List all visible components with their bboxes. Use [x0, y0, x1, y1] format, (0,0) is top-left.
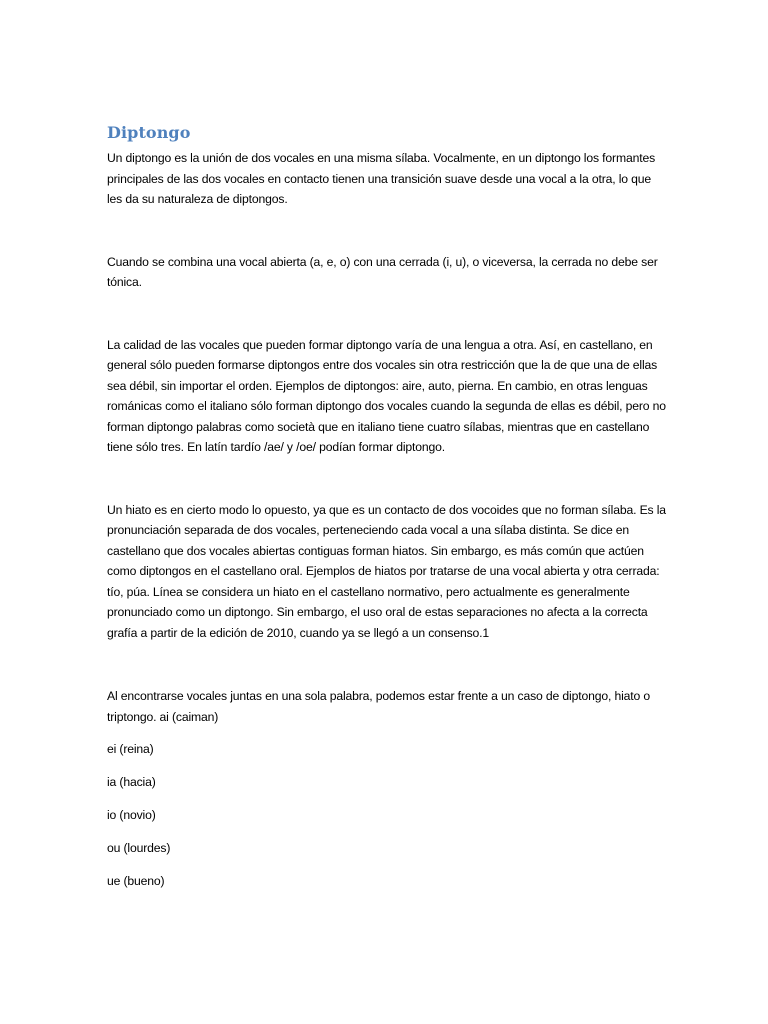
paragraph-hiato: Un hiato es en cierto modo lo opuesto, ya que es un contacto de dos vocoides que no forman sílaba. Es la pronunciación separada de dos vocales, perteneciendo cada vocal a una sílaba distinta. Se dice en castellano que dos vocales abiertas contiguas forman hiatos. Sin embargo, es más común que actúen como diptongos en el castellano oral. Ejemplos de hiatos por tratarse de una vocal abierta y otra cerrada: tío, púa. Línea se considera un hiato en el castellano normativo, pero actualmente es generalmente pronunciado como un diptongo. Sin embargo, el uso oral de estas separaciones no afecta a la correcta grafía a partir de la edición de 2010, cuando ya se llegó a un consenso.1	[107, 502, 666, 640]
document-title: Diptongo	[107, 123, 191, 142]
list-item: ue (bueno)	[107, 874, 165, 888]
list-item: ou (lourdes)	[107, 841, 171, 855]
paragraph-rule: Cuando se combina una vocal abierta (a, e, o) con una cerrada (i, u), o viceversa, la cerrada no debe ser tónica.	[107, 254, 658, 289]
document-body	[107, 122, 667, 904]
examples-list	[107, 739, 667, 892]
list-item: io (novio)	[107, 808, 156, 822]
list-item: ia (hacia)	[107, 775, 156, 789]
paragraph-quality: La calidad de las vocales que pueden formar diptongo varía de una lengua a otra. Así, en castellano, en general sólo pueden formarse diptongos entre dos vocales sin otra restricción que la de que una de ellas sea débil, sin importar el orden. Ejemplos de diptongos: aire, auto, pierna. En cambio, en otras lenguas románicas como el italiano sólo forman diptongo dos vocales cuando la segunda de ellas es débil, pero no forman diptongo palabras como società que en italiano tiene cuatro sílabas, mientras que en castellano tiene sólo tres. En latín tardío /ae/ y /oe/ podían formar diptongo.	[107, 337, 666, 454]
list-item: ei (reina)	[107, 742, 154, 756]
paragraph-examples-intro: Al encontrarse vocales juntas en una sola palabra, podemos estar frente a un caso de diptongo, hiato o triptongo. ai (caiman)	[107, 689, 650, 724]
paragraph-definition: Un diptongo es la unión de dos vocales en una misma sílaba. Vocalmente, en un diptongo los formantes principales de las dos vocales en contacto tienen una transición suave desde una vocal a la otra, lo que les da su naturaleza de diptongos.	[107, 151, 656, 206]
